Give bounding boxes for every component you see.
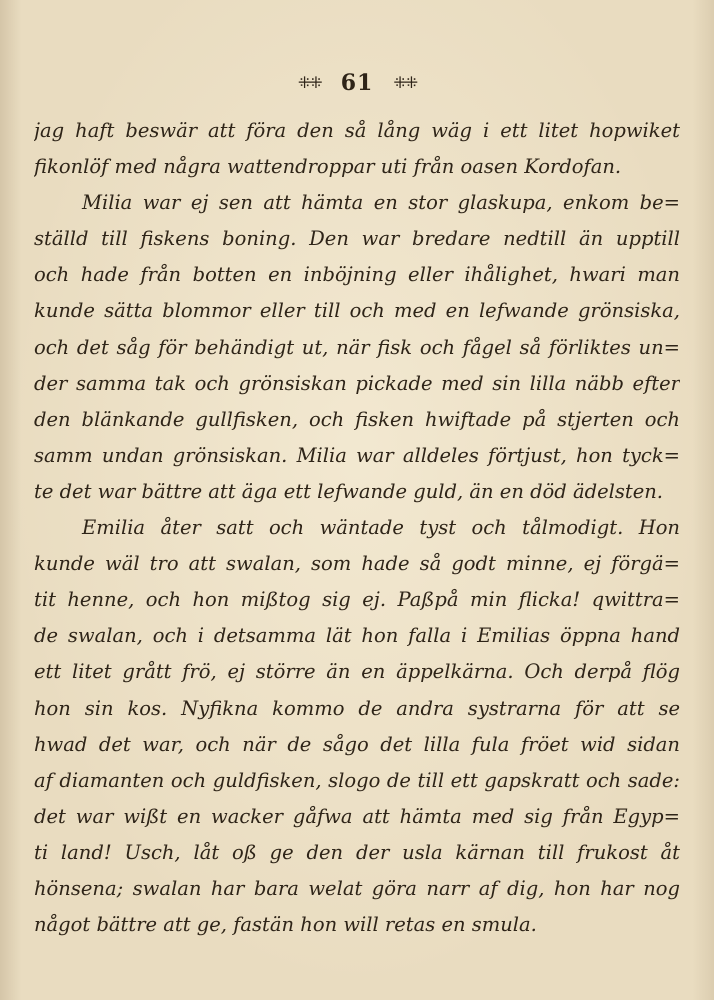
page-header	[0, 68, 714, 98]
text-line: de swalan, och i detsamma lät hon falla i Emilias öppna hand	[34, 624, 680, 648]
text-line: samm undan grönsiskan. Milia war alldeles förtjust, hon tyck=	[34, 443, 680, 467]
body-text	[34, 113, 680, 943]
text-line: der samma tak och grönsiskan pickade med sin lilla näbb efter	[34, 371, 680, 395]
text-line: det war wißt en wacker gåfwa att hämta med sig från Egyp=	[34, 804, 680, 828]
text-line: ställd till fiskens boning. Den war bredare nedtill än upptill	[34, 227, 680, 251]
text-line: kunde sätta blommor eller till och med en lefwande grönsiska,	[34, 299, 680, 323]
text-line: hönsena; swalan har bara welat göra narr af dig, hon har nog	[34, 876, 680, 900]
text-line: något bättre att ge, fastän hon will retas en smula.	[34, 913, 537, 937]
ornament-left-icon: ⁜⁜	[297, 73, 321, 92]
text-line: kunde wäl tro att swalan, som hade så godt minne, ej förgä=	[34, 552, 680, 576]
text-line: Milia war ej sen att hämta en stor glaskupa, enkom be=	[82, 191, 680, 215]
text-line: den blänkande gullfisken, och fisken hwiftade på stjerten och	[34, 407, 680, 431]
text-line: och hade från botten en inböjning eller ihålighet, hwari man	[34, 263, 680, 287]
text-line: te det war bättre att äga ett lefwande guld, än en död ädelsten.	[34, 479, 664, 503]
text-line: och det såg för behändigt ut, när fisk och fågel så förliktes un=	[34, 335, 680, 359]
text-line: Emilia åter satt och wäntade tyst och tålmodigt. Hon	[82, 516, 680, 540]
page-number: 61	[340, 70, 374, 96]
text-line: hon sin kos. Nyfikna kommo de andra systrarna för att se	[34, 696, 680, 720]
text-line: fikonlöf med några wattendroppar uti från oasen Kordofan.	[34, 155, 622, 179]
text-line: ti land! Usch, låt oß ge den der usla kärnan till frukost åt	[34, 840, 680, 864]
text-line: hwad det war, och när de sågo det lilla fula fröet wid sidan	[34, 732, 680, 756]
ornament-right-icon: ⁜⁜	[393, 73, 417, 92]
text-line: ett litet grått frö, ej större än en äppelkärna. Och derpå flög	[34, 660, 680, 684]
text-line: tit henne, och hon mißtog sig ej. Paßpå min flicka! qwittra=	[34, 588, 680, 612]
text-line: jag haft beswär att föra den så lång wäg i ett litet hopwiket	[34, 119, 680, 142]
text-line: af diamanten och guldfisken, slogo de till ett gapskratt och sade:	[34, 768, 680, 792]
